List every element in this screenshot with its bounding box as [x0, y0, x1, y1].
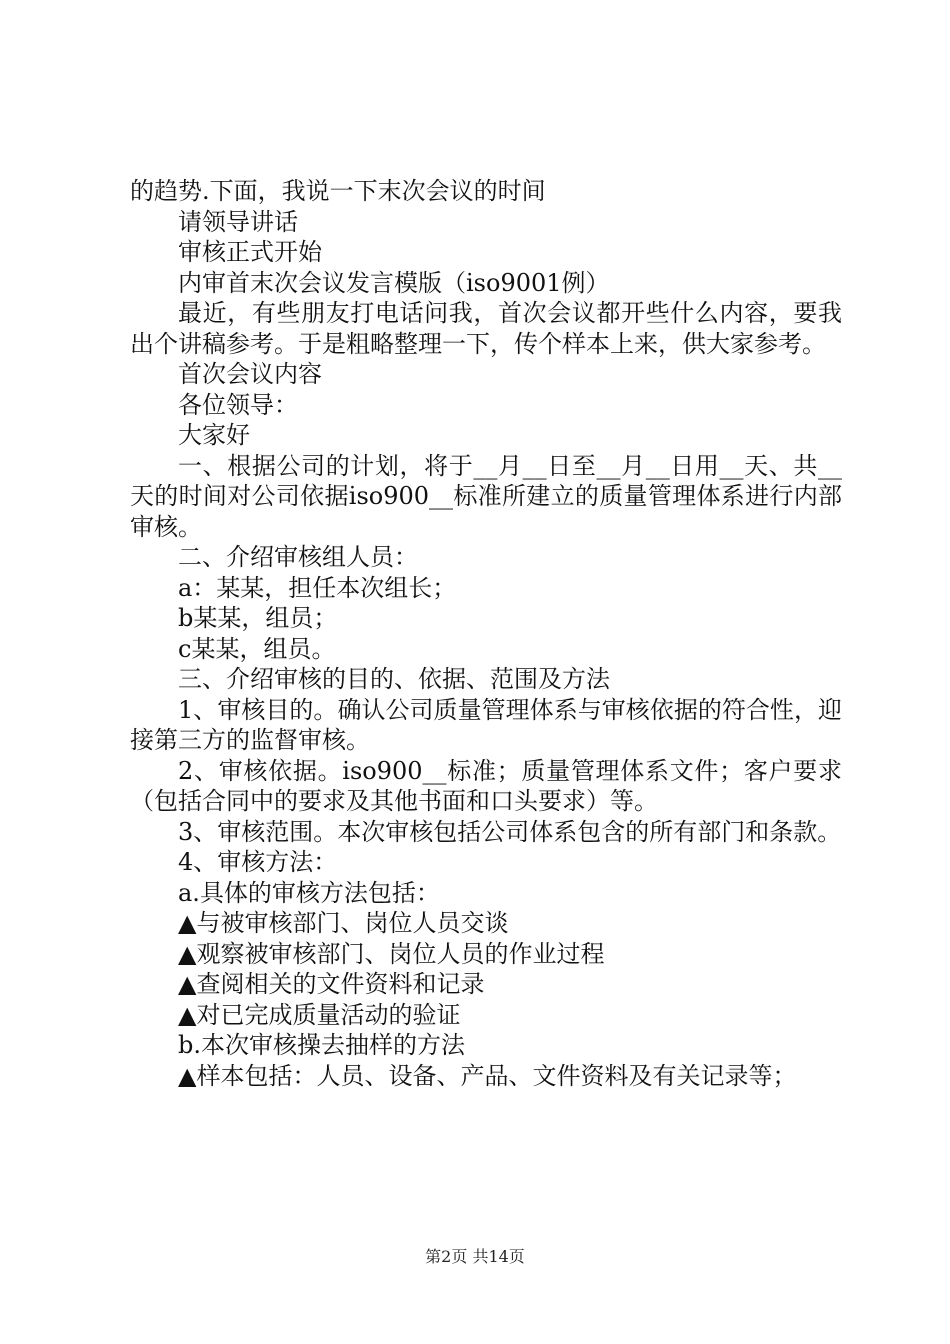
paragraph: ▲与被审核部门、岗位人员交谈: [178, 909, 509, 937]
paragraph: ▲样本包括：人员、设备、产品、文件资料及有关记录等；: [178, 1061, 797, 1090]
page-footer: 第2页 共14页: [425, 1247, 525, 1266]
paragraph: 3、审核范围。本次审核包括公司体系包含的所有部门和条款。: [178, 817, 842, 846]
paragraph: ▲查阅相关的文件资料和记录: [178, 970, 485, 998]
document-body: [130, 176, 842, 1091]
paragraph: b某某，组员；: [178, 604, 338, 632]
paragraph: 2、审核依据。iso900__标准；质量管理体系文件；客户要求（包括合同中的要求及其他书面和口头要求）等。: [130, 756, 842, 815]
paragraph: 审核正式开始: [178, 238, 322, 266]
paragraph: 4、审核方法：: [178, 848, 338, 876]
paragraph: c某某，组员。: [178, 634, 336, 663]
paragraph: 请领导讲话: [178, 207, 298, 236]
paragraph: 的趋势.下面，我说一下末次会议的时间: [130, 177, 546, 205]
paragraph: 一、根据公司的计划，将于__月__日至__月__日用__天、共__天的时间对公司依据iso900__标准所建立的质量管理体系进行内部审核。: [130, 451, 842, 541]
paragraph: 内审首末次会议发言模版（iso9001例）: [178, 268, 610, 297]
paragraph: a.具体的审核方法包括：: [178, 878, 440, 907]
paragraph: ▲观察被审核部门、岗位人员的作业过程: [178, 939, 605, 968]
paragraph: b.本次审核操去抽样的方法: [178, 1031, 465, 1059]
paragraph: ▲对已完成质量活动的验证: [178, 1000, 461, 1029]
paragraph: 1、审核目的。确认公司质量管理体系与审核依据的符合性，迎接第三方的监督审核。: [130, 695, 842, 754]
paragraph: 三、介绍审核的目的、依据、范围及方法: [178, 665, 610, 693]
paragraph: 二、介绍审核组人员：: [178, 543, 418, 571]
paragraph: 各位领导：: [178, 390, 298, 419]
paragraph: 首次会议内容: [178, 360, 322, 388]
paragraph: 大家好: [178, 421, 250, 449]
paragraph: a：某某，担任本次组长；: [178, 573, 457, 602]
paragraph: 最近，有些朋友打电话问我，首次会议都开些什么内容，要我出个讲稿参考。于是粗略整理一下，传个样本上来，供大家参考。: [130, 299, 842, 358]
